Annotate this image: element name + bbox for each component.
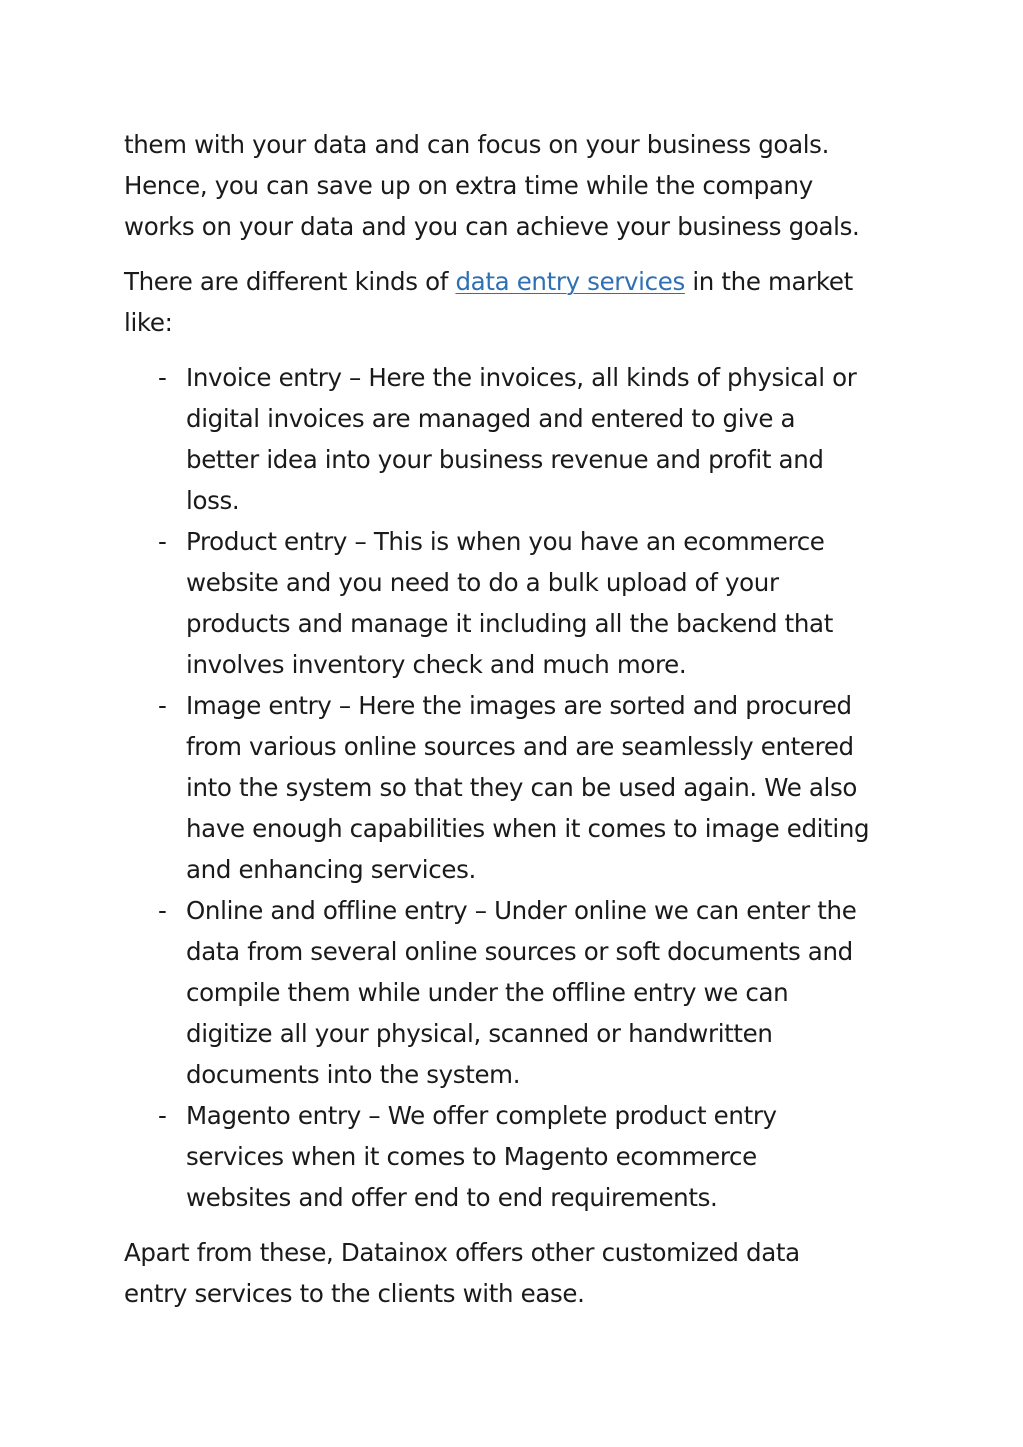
list-item-line: digitize all your physical, scanned or handwritten xyxy=(186,1019,773,1048)
list-item-line: website and you need to do a bulk upload of your xyxy=(186,568,779,597)
list-item-line: Magento entry – We offer complete product entry xyxy=(186,1101,777,1130)
kinds-line-2: like: xyxy=(124,308,173,337)
list-item-product-entry xyxy=(124,521,914,685)
list-bullet: - xyxy=(158,363,167,392)
closing-paragraph xyxy=(124,1232,914,1314)
services-list xyxy=(124,357,914,1218)
list-item-line: have enough capabilities when it comes to image editing xyxy=(186,814,870,843)
closing-line: entry services to the clients with ease. xyxy=(124,1279,585,1308)
closing-line: Apart from these, Datainox offers other customized data xyxy=(124,1238,800,1267)
paragraph-spacer xyxy=(124,1218,914,1232)
list-bullet: - xyxy=(158,896,167,925)
list-item-line: Image entry – Here the images are sorted and procured xyxy=(186,691,852,720)
list-item-line: Product entry – This is when you have an ecommerce xyxy=(186,527,825,556)
kinds-text-after-link: in the market xyxy=(684,267,853,296)
list-item-invoice-entry xyxy=(124,357,914,521)
list-item-line: websites and offer end to end requirements. xyxy=(186,1183,718,1212)
intro-line: works on your data and you can achieve your business goals. xyxy=(124,212,860,241)
kinds-paragraph xyxy=(124,261,914,343)
list-item-line: compile them while under the offline entry we can xyxy=(186,978,789,1007)
list-item-image-entry xyxy=(124,685,914,890)
list-item-line: better idea into your business revenue and profit and xyxy=(186,445,824,474)
document-page xyxy=(124,124,914,1314)
list-item-line: involves inventory check and much more. xyxy=(186,650,687,679)
list-bullet: - xyxy=(158,527,167,556)
list-item-line: from various online sources and are seamlessly entered xyxy=(186,732,854,761)
list-item-line: products and manage it including all the backend that xyxy=(186,609,833,638)
list-item-online-offline-entry xyxy=(124,890,914,1095)
list-bullet: - xyxy=(158,691,167,720)
kinds-line-1 xyxy=(124,261,914,302)
intro-paragraph xyxy=(124,124,914,247)
intro-line: them with your data and can focus on your business goals. xyxy=(124,130,830,159)
paragraph-spacer xyxy=(124,343,914,357)
list-item-line: data from several online sources or soft documents and xyxy=(186,937,853,966)
list-item-line: services when it comes to Magento ecommerce xyxy=(186,1142,757,1171)
list-bullet: - xyxy=(158,1101,167,1130)
list-item-line: and enhancing services. xyxy=(186,855,476,884)
list-item-line: digital invoices are managed and entered to give a xyxy=(186,404,796,433)
list-item-line: Online and offline entry – Under online we can enter the xyxy=(186,896,857,925)
list-item-line: into the system so that they can be used again. We also xyxy=(186,773,858,802)
data-entry-services-link[interactable]: data entry services xyxy=(455,267,685,296)
list-item-magento-entry xyxy=(124,1095,914,1218)
list-item-line: loss. xyxy=(186,486,240,515)
paragraph-spacer xyxy=(124,247,914,261)
list-item-line: documents into the system. xyxy=(186,1060,521,1089)
list-item-line: Invoice entry – Here the invoices, all kinds of physical or xyxy=(186,363,857,392)
kinds-text-before-link: There are different kinds of xyxy=(124,267,456,296)
intro-line: Hence, you can save up on extra time while the company xyxy=(124,171,813,200)
